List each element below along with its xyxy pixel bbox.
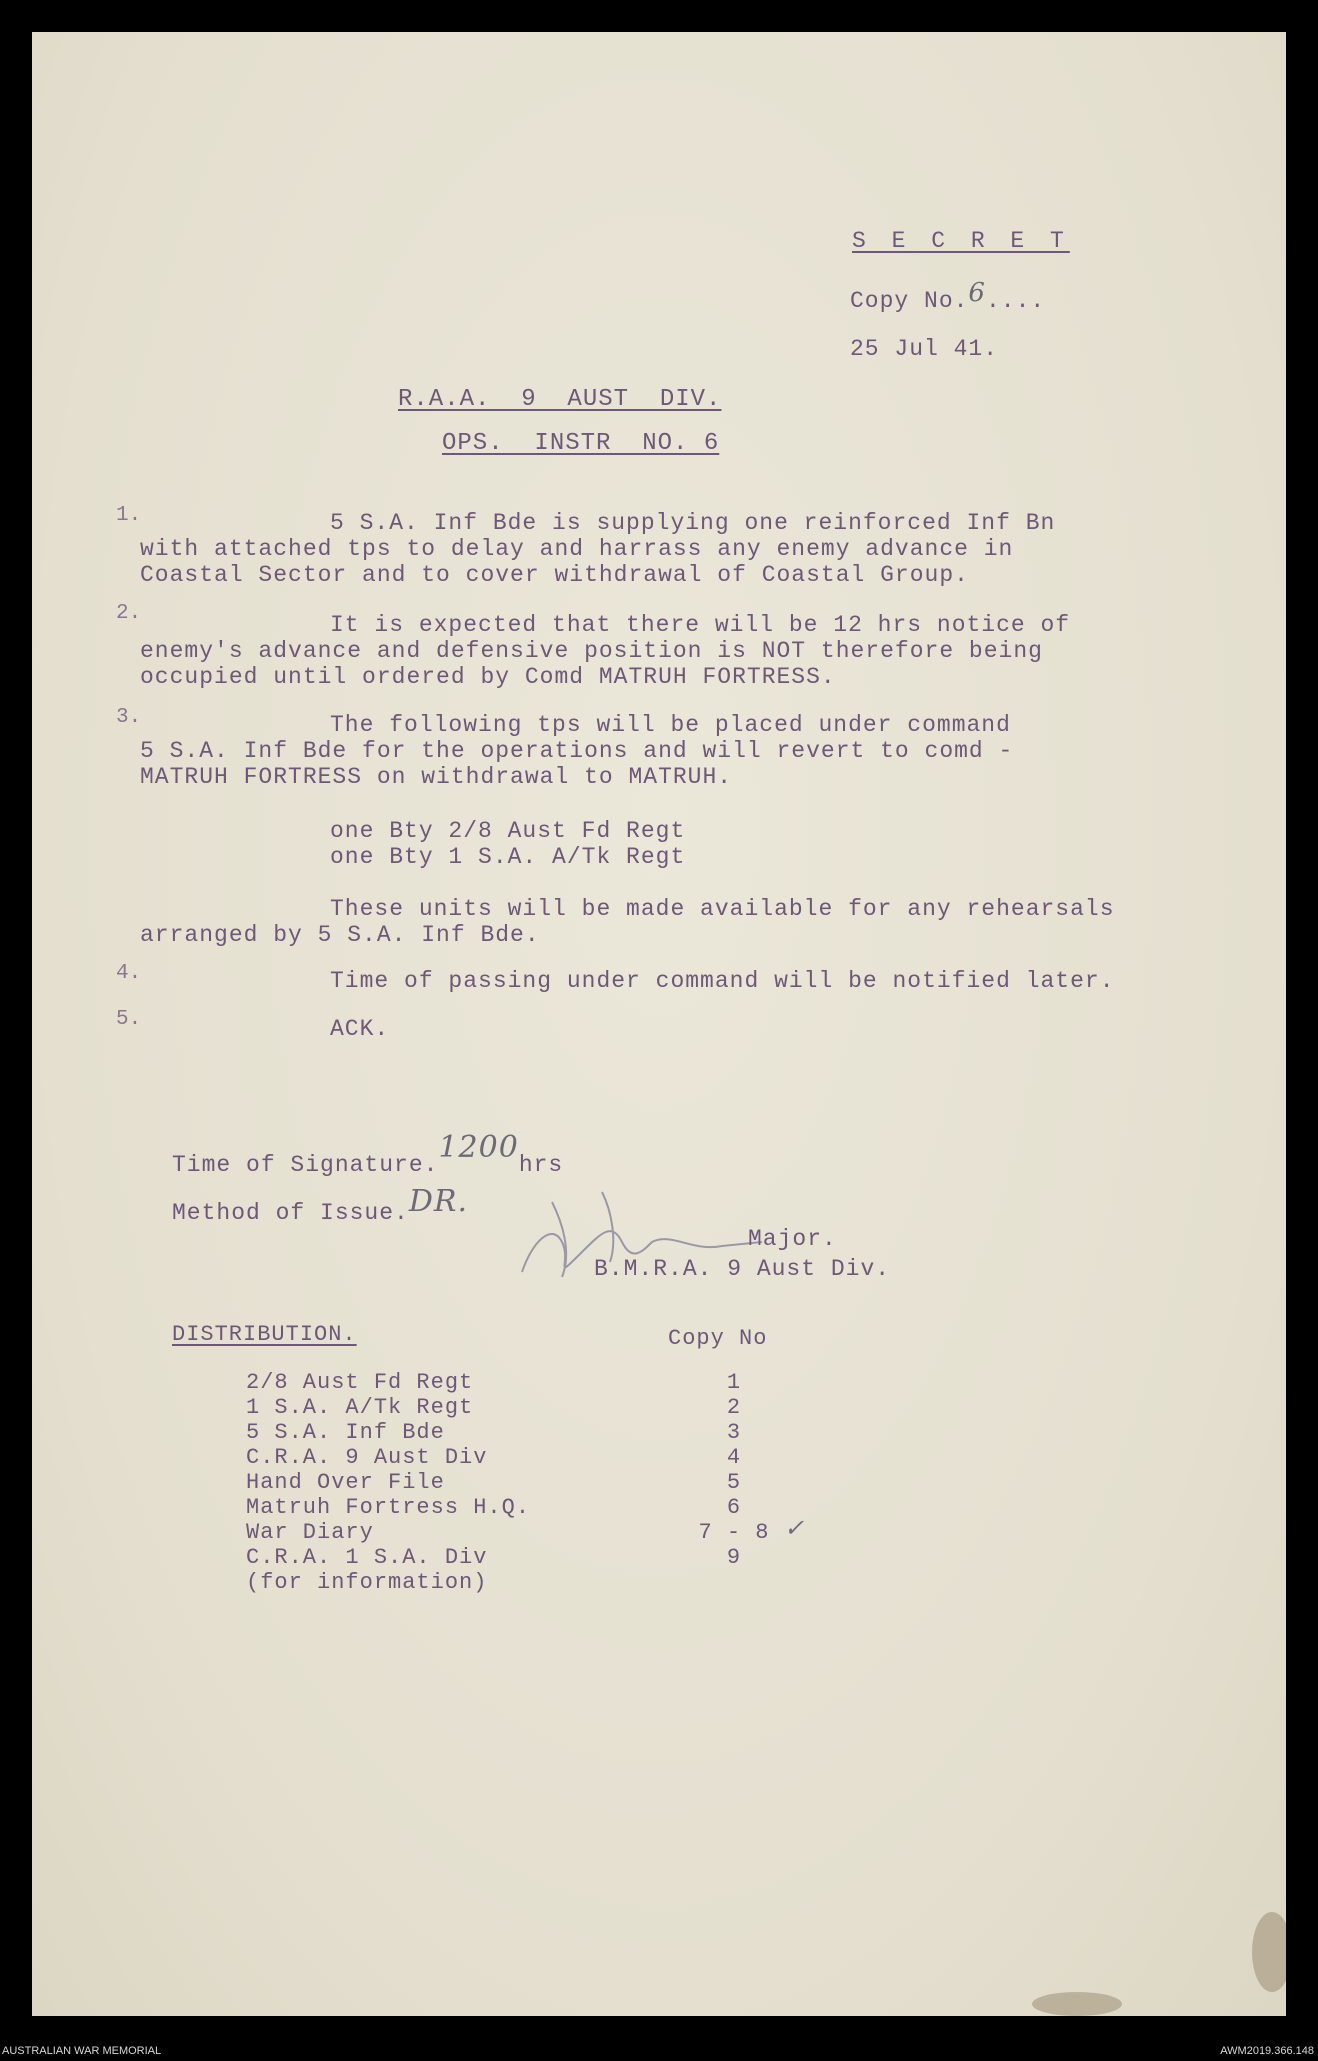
recipient: (for information) — [246, 1570, 488, 1595]
classification-mark: S E C R E T — [852, 228, 1070, 254]
footer-accession-number: AWM2019.366.148 — [1220, 2045, 1314, 2057]
attached-units — [330, 818, 685, 870]
method-value: DR. — [408, 1184, 469, 1219]
copy-number-cell — [684, 1514, 806, 1545]
unit-line: one Bty 2/8 Aust Fd Regt — [330, 818, 686, 844]
paragraph-line: occupied until ordered by Comd MATRUH FORTRESS. — [140, 664, 836, 690]
table-row — [246, 1395, 784, 1420]
paragraph-line: MATRUH FORTRESS on withdrawal to MATRUH. — [140, 764, 733, 790]
copy-range: 7 - 8 — [698, 1520, 770, 1545]
paragraph-2 — [140, 612, 1070, 690]
paragraph-1 — [140, 510, 1055, 588]
paragraph-line: with attached tps to delay and harrass any enemy advance in — [140, 536, 1014, 562]
copy-number-cell: 6 — [726, 1495, 742, 1520]
recipient: Matruh Fortress H.Q. — [246, 1495, 531, 1520]
recipient: 2/8 Aust Fd Regt — [246, 1370, 474, 1395]
paper-stain — [1032, 1992, 1122, 2016]
time-of-signature — [172, 1130, 564, 1179]
recipient: War Diary — [246, 1520, 374, 1545]
table-row — [246, 1420, 784, 1445]
copy-no-value: 6 — [968, 278, 986, 308]
distribution-table — [246, 1370, 806, 1595]
copy-number-cell: 3 — [726, 1420, 742, 1445]
signatory-appointment: B.M.R.A. 9 Aust Div. — [594, 1256, 891, 1282]
paragraph-number: 3. — [116, 706, 142, 729]
copy-number-cell — [684, 1570, 784, 1595]
title-line-1: R.A.A. 9 AUST DIV. — [398, 386, 722, 413]
recipient: 5 S.A. Inf Bde — [246, 1420, 445, 1445]
recipient: C.R.A. 9 Aust Div — [246, 1445, 488, 1470]
paragraph-line: 5 S.A. Inf Bde is supplying one reinforced Inf Bn — [330, 510, 1056, 536]
paragraph-number: 5. — [116, 1008, 142, 1031]
copy-number-cell: 9 — [726, 1545, 742, 1570]
paragraph-line: The following tps will be placed under command — [330, 712, 1011, 738]
method-of-issue — [172, 1184, 469, 1227]
document-page — [32, 32, 1286, 2016]
paragraph-number: 2. — [116, 602, 142, 625]
paragraph-line: It is expected that there will be 12 hrs notice of — [330, 612, 1071, 638]
copy-no-label: Copy No. — [850, 288, 969, 314]
paragraph-line: 5 S.A. Inf Bde for the operations and will revert to comd - — [140, 738, 1014, 764]
paragraph-line: arranged by 5 S.A. Inf Bde. — [140, 922, 540, 948]
method-label: Method of Issue. — [172, 1200, 409, 1226]
distribution-heading: DISTRIBUTION. — [172, 1322, 357, 1347]
paragraph-line: These units will be made available for any rehearsals — [330, 896, 1115, 922]
signatory-rank: Major. — [748, 1226, 837, 1252]
footer-credit: AUSTRALIAN WAR MEMORIAL — [2, 2045, 162, 2057]
table-row — [246, 1445, 784, 1470]
copy-number-cell: 2 — [726, 1395, 742, 1420]
copy-number-cell: 1 — [726, 1370, 742, 1395]
time-value: 1200 — [438, 1130, 519, 1165]
title-line-2: OPS. INSTR NO. 6 — [442, 430, 720, 457]
recipient: Hand Over File — [246, 1470, 445, 1495]
check-mark-icon: ✓ — [784, 1514, 806, 1542]
paragraph-number: 4. — [116, 962, 142, 985]
paragraph-3 — [140, 712, 1013, 790]
copy-number — [850, 278, 1046, 314]
paragraph-line: enemy's advance and defensive position is NOT therefore being — [140, 638, 1043, 664]
recipient: C.R.A. 1 S.A. Div — [246, 1545, 488, 1570]
rehearsal-note — [140, 896, 1115, 948]
document-date: 25 Jul 41. — [850, 336, 999, 362]
copy-no-dots: .... — [985, 288, 1046, 314]
table-row — [246, 1495, 784, 1520]
paragraph-4: Time of passing under command will be notified later. — [330, 968, 1115, 994]
copy-no-heading: Copy No — [668, 1326, 768, 1351]
recipient: 1 S.A. A/Tk Regt — [246, 1395, 474, 1420]
table-row — [246, 1370, 784, 1395]
copy-number-cell: 4 — [726, 1445, 742, 1470]
table-row — [246, 1470, 784, 1495]
paper-stain — [1252, 1912, 1286, 1992]
paragraph-number: 1. — [116, 504, 142, 527]
time-suffix: hrs — [518, 1152, 564, 1178]
time-label: Time of Signature. — [172, 1152, 439, 1178]
table-row — [246, 1570, 784, 1595]
table-row — [246, 1520, 784, 1545]
copy-number-cell: 5 — [726, 1470, 742, 1495]
paragraph-5: ACK. — [330, 1016, 390, 1042]
unit-line: one Bty 1 S.A. A/Tk Regt — [330, 844, 686, 870]
table-row — [246, 1545, 784, 1570]
paragraph-line: Coastal Sector and to cover withdrawal of Coastal Group. — [140, 562, 969, 588]
